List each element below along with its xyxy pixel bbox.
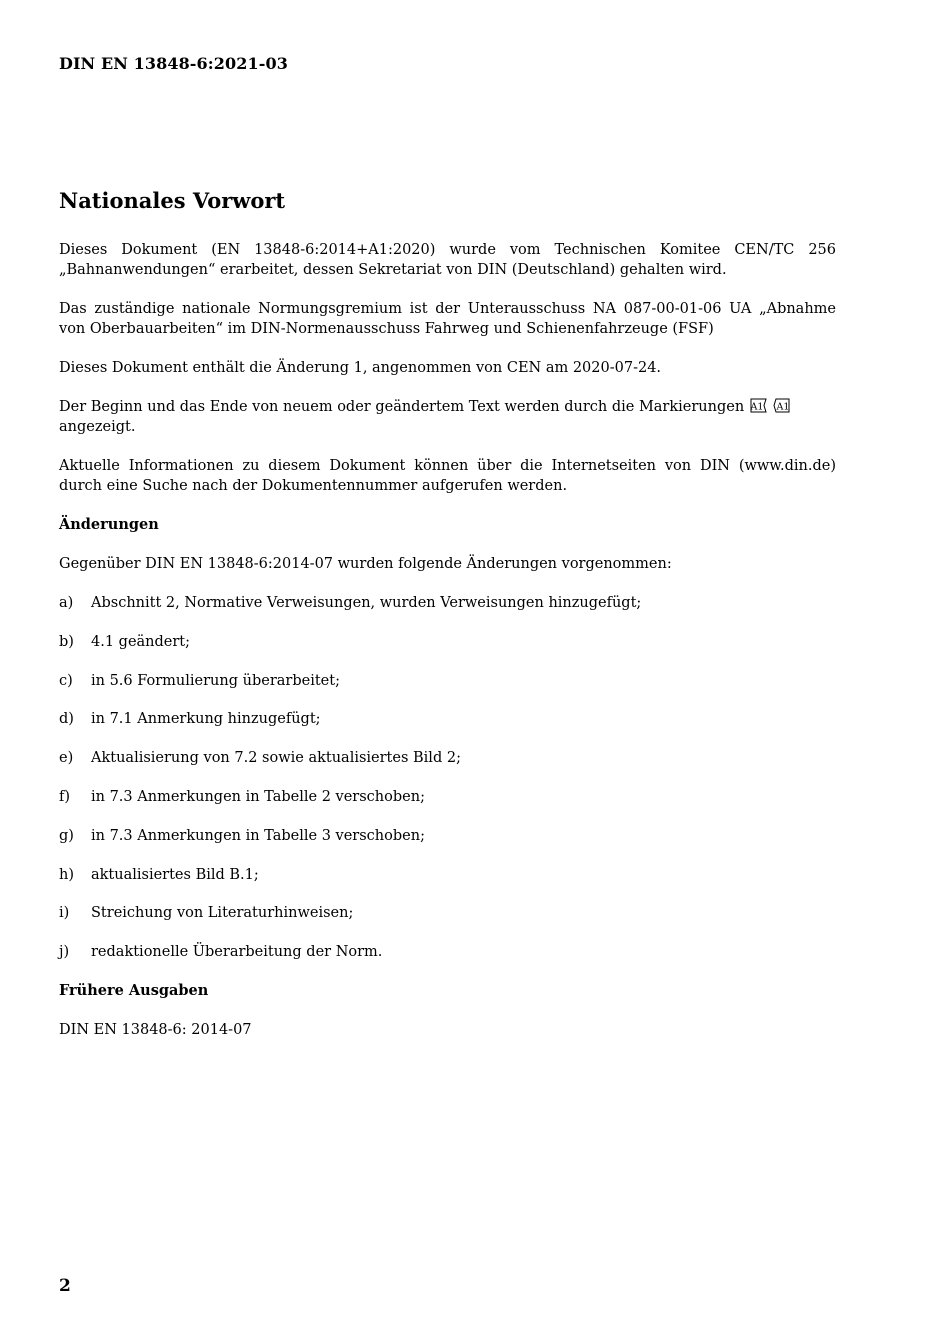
amendment-start-marker xyxy=(750,398,767,413)
list-item-letter: j) xyxy=(59,944,70,961)
list-item-letter: c) xyxy=(59,672,73,689)
section-title: Nationales Vorwort xyxy=(59,188,286,213)
list-item xyxy=(59,787,836,807)
list-item xyxy=(59,942,836,962)
earlier-editions-text: DIN EN 13848-6: 2014-07 xyxy=(59,1021,252,1038)
list-item-letter: e) xyxy=(59,750,74,767)
list-item-letter: g) xyxy=(59,827,74,844)
list-item-text: Aktualisierung von 7.2 sowie aktualisiertes Bild 2; xyxy=(91,750,461,767)
list-item-text: Abschnitt 2, Normative Verweisungen, wurden Verweisungen hinzugefügt; xyxy=(91,595,642,611)
list-item xyxy=(59,709,836,729)
list-item xyxy=(59,593,836,613)
paragraph-committee: Dieses Dokument (EN 13848-6:2014+A1:2020) wurde vom Technischen Komitee CEN/TC 256 „Bahnanwendungen“ erarbeitet, dessen Sekretariat von DIN (Deutschland) gehalten wird. xyxy=(59,242,836,278)
amendment-start-icon xyxy=(750,398,767,413)
list-item-text: Streichung von Literaturhinweisen; xyxy=(91,905,354,922)
changes-intro: Gegenüber DIN EN 13848-6:2014-07 wurden folgende Änderungen vorgenommen: xyxy=(59,556,672,572)
list-item xyxy=(59,748,836,768)
list-item xyxy=(59,865,836,885)
list-item-letter: b) xyxy=(59,633,74,650)
changes-heading: Änderungen xyxy=(59,516,159,533)
paragraph-markings xyxy=(59,397,836,437)
paragraph-information: Aktuelle Informationen zu diesem Dokument können über die Internetseiten von DIN (www.din.de) durch eine Suche nach der Dokumentennummer aufgerufen werden. xyxy=(59,458,836,494)
list-item xyxy=(59,903,836,923)
document-header: DIN EN 13848-6:2021-03 xyxy=(59,54,288,73)
list-item-letter: d) xyxy=(59,711,74,728)
list-item xyxy=(59,826,836,846)
list-item-text: in 5.6 Formulierung überarbeitet; xyxy=(91,672,340,689)
paragraph-amendment: Dieses Dokument enthält die Änderung 1, angenommen von CEN am 2020-07-24. xyxy=(59,360,662,376)
foreword-content xyxy=(59,240,836,1059)
list-item-text: in 7.3 Anmerkungen in Tabelle 3 verschoben; xyxy=(91,827,425,844)
amendment-end-marker xyxy=(773,398,790,413)
list-item-letter: h) xyxy=(59,866,74,883)
markings-text: Der Beginn und das Ende von neuem oder geändertem Text werden durch die Markierungen xyxy=(59,399,745,415)
page-number: 2 xyxy=(59,1276,71,1296)
list-item xyxy=(59,671,836,691)
amendment-start-label: A1 xyxy=(750,401,764,413)
list-item xyxy=(59,632,836,652)
paragraph-standards-body: Das zuständige nationale Normungsgremium ist der Unterausschuss NA 087-00-01-06 UA „Abnahme von Oberbauarbeiten“ im DIN-Normenausschuss Fahrweg und Schienenfahrzeuge (FSF) xyxy=(59,301,836,337)
earlier-editions-heading: Frühere Ausgaben xyxy=(59,981,209,999)
list-item-text: in 7.3 Anmerkungen in Tabelle 2 verschoben; xyxy=(91,788,425,805)
list-item-letter: i) xyxy=(59,905,70,922)
list-item-letter: f) xyxy=(59,788,71,805)
list-item-text: redaktionelle Überarbeitung der Norm. xyxy=(91,944,383,961)
list-item-text: aktualisiertes Bild B.1; xyxy=(91,866,259,883)
list-item-text: 4.1 geändert; xyxy=(91,633,191,650)
amendment-end-label: A1 xyxy=(776,401,790,413)
markings-end-text: angezeigt. xyxy=(59,419,136,435)
amendment-end-icon xyxy=(773,398,790,413)
changes-list xyxy=(59,593,836,962)
list-item-text: in 7.1 Anmerkung hinzugefügt; xyxy=(91,711,321,728)
list-item-letter: a) xyxy=(59,595,74,611)
